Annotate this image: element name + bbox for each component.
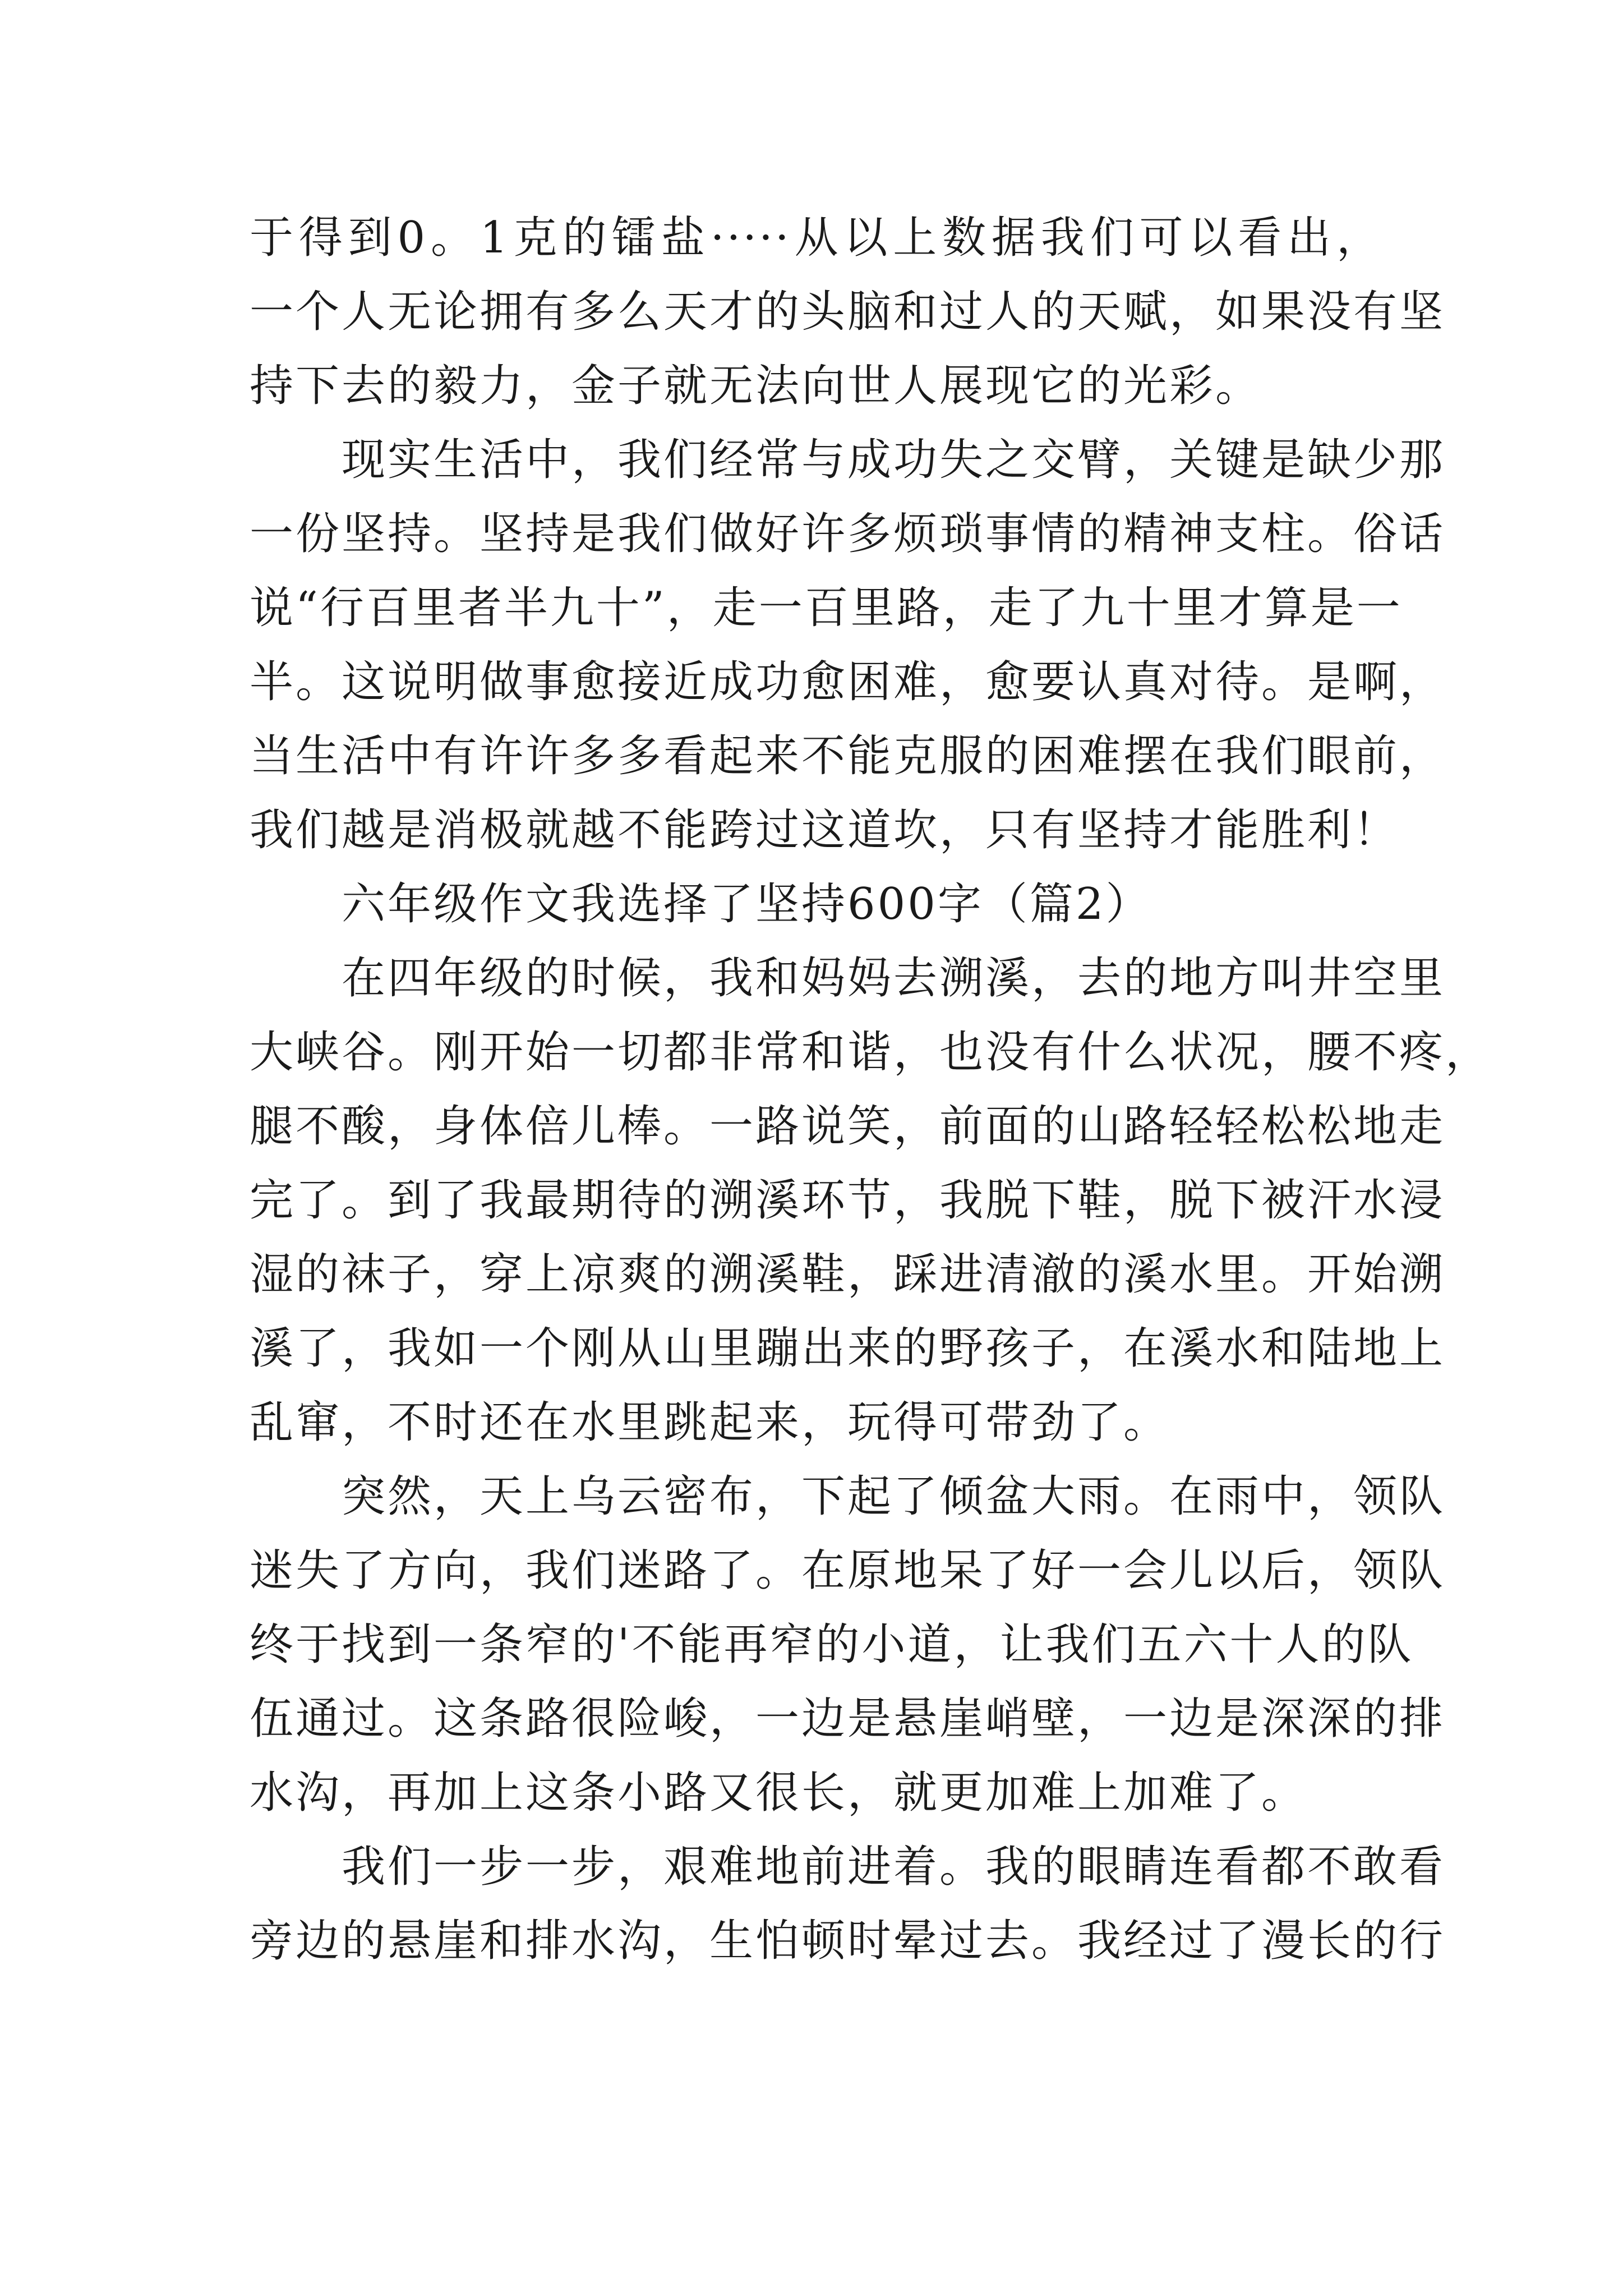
text-line: 半。这说明做事愈接近成功愈困难，愈要认真对待。是啊， [250, 657, 1446, 707]
text-line: 一份坚持。坚持是我们做好许多烦琐事情的精神支柱。俗话 [250, 509, 1446, 559]
section-heading: 六年级作文我选择了坚持600字（篇2） [250, 879, 1152, 930]
text-line: 一个人无论拥有多么天才的头脑和过人的天赋，如果没有坚 [250, 287, 1446, 337]
text-line: 我们一步一步，艰难地前进着。我的眼睛连看都不敢看 [250, 1842, 1446, 1892]
text-line: 当生活中有许许多多看起来不能克服的困难摆在我们眼前， [250, 731, 1446, 781]
text-line: 伍通过。这条路很险峻，一边是悬崖峭壁，一边是深深的排 [250, 1694, 1446, 1744]
text-line: 终于找到一条窄的'不能再窄的小道，让我们五六十人的队 [250, 1619, 1414, 1670]
text-line: 旁边的悬崖和排水沟，生怕顿时晕过去。我经过了漫长的行 [250, 1916, 1446, 1966]
text-line: 湿的袜子，穿上凉爽的溯溪鞋，踩进清澈的溪水里。开始溯 [250, 1249, 1446, 1300]
text-line: 持下去的毅力，金子就无法向世人展现它的光彩。 [250, 361, 1262, 411]
text-line: 迷失了方向，我们迷路了。在原地呆了好一会儿以后，领队 [250, 1545, 1446, 1596]
text-line: 我们越是消极就越不能跨过这道坎，只有坚持才能胜利！ [250, 805, 1400, 855]
text-line: 现实生活中，我们经常与成功失之交臂，关键是缺少那 [250, 435, 1446, 485]
text-line: 大峡谷。刚开始一切都非常和谐，也没有什么状况，腰不疼， [250, 1027, 1492, 1078]
text-line: 溪了，我如一个刚从山里蹦出来的野孩子，在溪水和陆地上 [250, 1323, 1446, 1374]
text-line: 水沟，再加上这条小路又很长，就更加难上加难了。 [250, 1768, 1308, 1818]
text-line: 腿不酸，身体倍儿棒。一路说笑，前面的山路轻轻松松地走 [250, 1101, 1446, 1152]
text-line: 说“行百里者半九十”，走一百里路，走了九十里才算是一 [250, 583, 1403, 633]
text-line: 乱窜，不时还在水里跳起来，玩得可带劲了。 [250, 1397, 1170, 1448]
text-line: 于得到0。1克的镭盐·····从以上数据我们可以看出， [250, 213, 1382, 263]
text-line: 完了。到了我最期待的溯溪环节，我脱下鞋，脱下被汗水浸 [250, 1175, 1446, 1226]
essay-text [250, 201, 1492, 1978]
text-line: 突然，天上乌云密布，下起了倾盆大雨。在雨中，领队 [250, 1471, 1446, 1522]
text-line: 在四年级的时候，我和妈妈去溯溪，去的地方叫井空里 [250, 953, 1446, 1004]
